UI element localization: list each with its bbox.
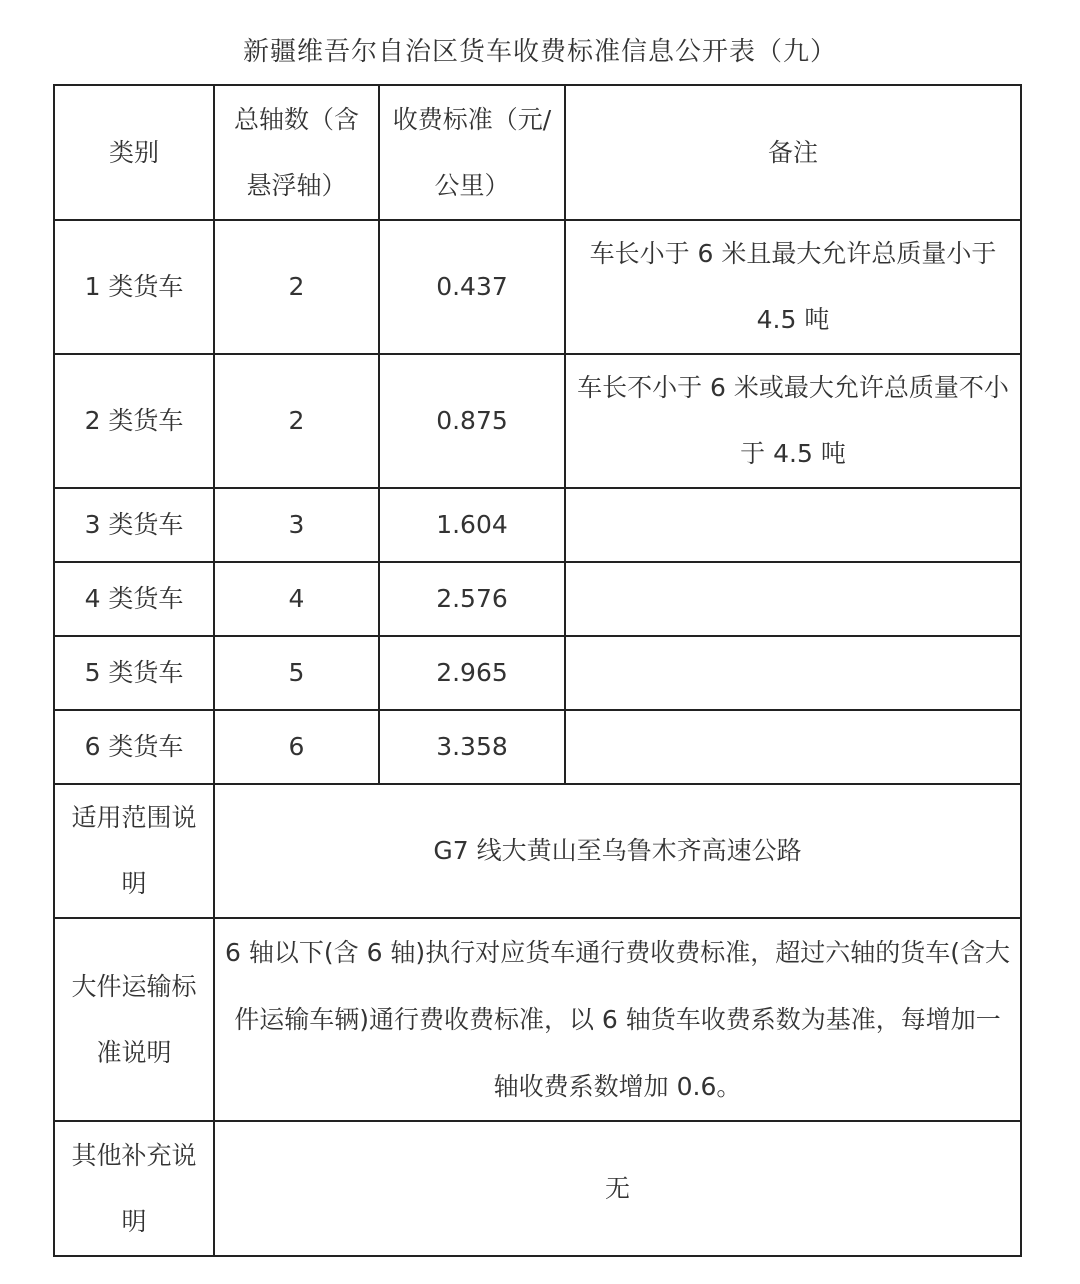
cell-axles: 6 [214, 710, 379, 784]
scope-value: G7 线大黄山至乌鲁木齐高速公路 [214, 784, 1021, 918]
cell-category: 1 类货车 [54, 220, 214, 354]
cell-fee: 2.576 [379, 562, 565, 636]
oversize-value: 6 轴以下(含 6 轴)执行对应货车通行费收费标准，超过六轴的货车(含大件运输车辆)通行费收费标准，以 6 轴货车收费系数为基准，每增加一轴收费系数增加 0.6。 [214, 918, 1021, 1121]
page-title: 新疆维吾尔自治区货车收费标准信息公开表（九） [242, 37, 837, 67]
cell-category: 6 类货车 [54, 710, 214, 784]
cell-axles: 4 [214, 562, 379, 636]
cell-axles: 5 [214, 636, 379, 710]
other-label: 其他补充说明 [54, 1121, 214, 1256]
table-row [54, 636, 1021, 710]
cell-remark: 车长小于 6 米且最大允许总质量小于 4.5 吨 [565, 220, 1021, 354]
cell-remark: 车长不小于 6 米或最大允许总质量不小于 4.5 吨 [565, 354, 1021, 488]
scope-row [54, 784, 1021, 918]
other-value: 无 [214, 1121, 1021, 1256]
cell-axles: 3 [214, 488, 379, 562]
table-row [54, 710, 1021, 784]
table-header-row [54, 85, 1021, 220]
cell-category: 4 类货车 [54, 562, 214, 636]
cell-fee: 0.875 [379, 354, 565, 488]
other-row [54, 1121, 1021, 1256]
header-category: 类别 [54, 85, 214, 220]
header-fee: 收费标准（元/公里） [379, 85, 565, 220]
cell-category: 2 类货车 [54, 354, 214, 488]
table-row [54, 220, 1021, 354]
cell-fee: 0.437 [379, 220, 565, 354]
cell-fee: 2.965 [379, 636, 565, 710]
cell-remark [565, 562, 1021, 636]
oversize-row [54, 918, 1021, 1121]
table-row [54, 562, 1021, 636]
cell-fee: 1.604 [379, 488, 565, 562]
cell-axles: 2 [214, 354, 379, 488]
cell-fee: 3.358 [379, 710, 565, 784]
fee-standard-table [53, 84, 1022, 1257]
cell-remark [565, 710, 1021, 784]
header-axles: 总轴数（含悬浮轴） [214, 85, 379, 220]
cell-category: 3 类货车 [54, 488, 214, 562]
cell-category: 5 类货车 [54, 636, 214, 710]
header-remark: 备注 [565, 85, 1021, 220]
oversize-label: 大件运输标准说明 [54, 918, 214, 1121]
table-row [54, 354, 1021, 488]
table-row [54, 488, 1021, 562]
scope-label: 适用范围说明 [54, 784, 214, 918]
cell-remark [565, 636, 1021, 710]
cell-axles: 2 [214, 220, 379, 354]
cell-remark [565, 488, 1021, 562]
